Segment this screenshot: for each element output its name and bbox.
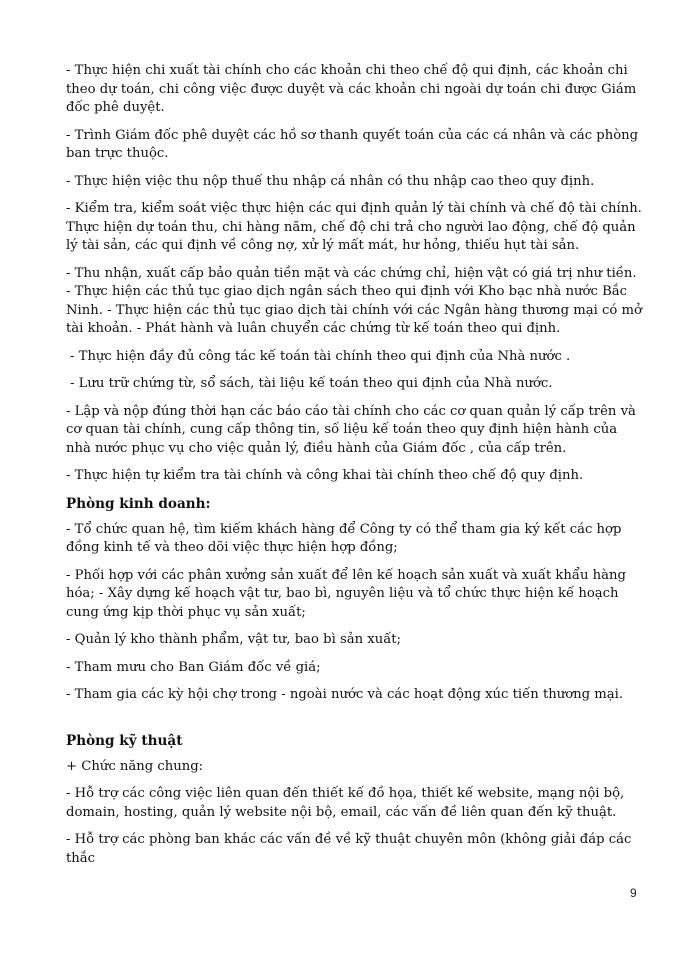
finance-item-3: - Thực hiện việc thu nộp thuế thu nhập cá nhân có thu nhập cao theo quy định.: [66, 173, 595, 189]
technical-item-1: - Hỗ trợ các công việc liên quan đến thiết kế đồ họa, thiết kế website, mạng nội bộ, domain, hosting, quản lý website nội bộ, email, các vấn đề liên quan đến kỹ thuật.: [66, 786, 625, 820]
business-dept-heading: Phòng kinh doanh:: [66, 495, 211, 512]
finance-item-1: - Thực hiện chi xuất tài chính cho các khoản chi theo chế độ qui định, các khoản chi theo dự toán, chi công việc được duyệt và các khoản chi ngoài dự toán chi được Giám đốc phê duyệt.: [66, 63, 637, 115]
business-item-5: - Tham gia các kỳ hội chợ trong - ngoài nước và các hoạt động xúc tiến thương mại.: [66, 687, 624, 702]
finance-item-7: - Lưu trữ chứng từ, sổ sách, tài liệu kế toán theo qui định của Nhà nước.: [70, 376, 553, 391]
finance-item-2: - Trình Giám đốc phê duyệt các hồ sơ thanh quyết toán của các cá nhân và các phòng ban trực thuộc.: [66, 127, 639, 161]
business-item-2: - Phối hợp với các phân xưởng sản xuất để lên kế hoạch sản xuất và xuất khẩu hàng hóa; - Xây dựng kế hoạch vật tư, bao bì, nguyên liệu và tổ chức thực hiện kế hoạch cung ứng kịp thời phục vụ sản xuất;: [66, 567, 626, 620]
page-content: [66, 62, 644, 877]
finance-item-6: - Thực hiện đầy đủ công tác kế toán tài chính theo qui định của Nhà nước .: [70, 348, 571, 364]
business-item-3: - Quản lý kho thành phẩm, vật tư, bao bì sản xuất;: [66, 632, 402, 647]
business-item-1: - Tổ chức quan hệ, tìm kiếm khách hàng để Công ty có thể tham gia ký kết các hợp đồng kinh tế và theo dõi việc thực hiện hợp đồng;: [66, 521, 622, 555]
technical-dept-heading: Phòng kỹ thuật: [66, 732, 183, 749]
page-number: 9: [630, 886, 637, 900]
finance-item-5: - Thu nhận, xuất cấp bảo quản tiền mặt và các chứng chỉ, hiện vật có giá trị như tiền. - Thực hiện các thủ tục giao dịch ngân sách theo qui định với Kho bạc nhà nước Bắc Ninh. - Thực hiện các thủ tục giao dịch tài chính với các Ngân hàng thương mại có mở tài khoản. - Phát hành và luân chuyển các chứng từ kế toán theo qui định.: [66, 265, 642, 336]
technical-item-2: - Hỗ trợ các phòng ban khác các vấn đề về kỹ thuật chuyên môn (không giải đáp các thắc: [66, 832, 632, 866]
finance-item-9: - Thực hiện tự kiểm tra tài chính và công khai tài chính theo chế độ quy định.: [66, 468, 584, 483]
finance-item-4: - Kiểm tra, kiểm soát việc thực hiện các qui định quản lý tài chính và chế độ tài chính. Thực hiện dự toán thu, chi hàng năm, chế độ chi trả cho người lao động, chế độ quản lý tài sản, các qui định về công nợ, xử lý mất mát, hư hỏng, thiếu hụt tài sản.: [66, 201, 642, 253]
business-item-4: - Tham mưu cho Ban Giám đốc về giá;: [66, 659, 321, 675]
finance-item-8: - Lập và nộp đúng thời hạn các báo cáo tài chính cho các cơ quan quản lý cấp trên và cơ quan tài chính, cung cấp thông tin, số liệu kế toán theo quy định hiện hành của nhà nước phục vụ cho việc quản lý, điều hành của Giám đốc , của cấp trên.: [66, 403, 636, 456]
technical-subheading: + Chức năng chung:: [66, 758, 204, 774]
